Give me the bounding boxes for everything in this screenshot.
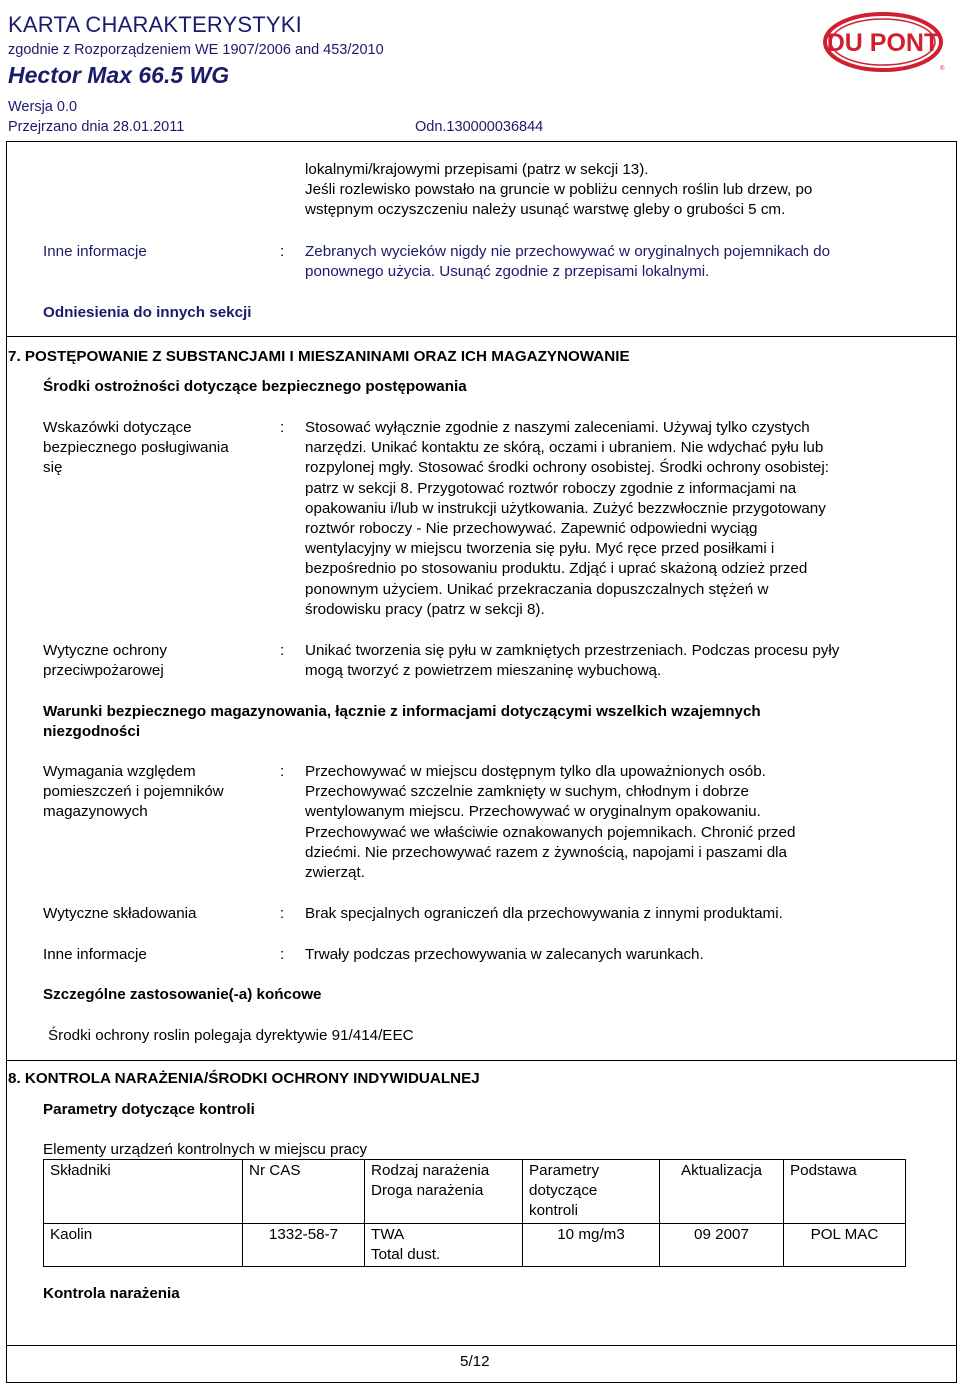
- cell-exposure: TWA Total dust.: [365, 1223, 523, 1266]
- colon: :: [280, 905, 285, 922]
- header-control-parameters: Parametry dotyczące kontroli: [523, 1160, 660, 1224]
- s7-subheading-end-use: Szczególne zastosowanie(-a) końcowe: [43, 986, 322, 1003]
- storage-guidelines-label: Wytyczne składowania: [43, 905, 197, 922]
- colon: :: [280, 946, 285, 963]
- product-name: Hector Max 66.5 WG: [8, 62, 230, 88]
- storage-guidelines-text: Brak specjalnych ograniczeń dla przechowywania z innymi produktami.: [305, 905, 783, 922]
- s6-continuation: lokalnymi/krajowymi przepisami (patrz w sekcji 13). Jeśli rozlewisko powstało na gruncie w pobliżu cennych roślin lub drzew, po wstępnym oczyszczeniu należy usunąć warstwę gleby o grubości 5 cm.: [305, 161, 813, 219]
- header-exposure-type: Rodzaj narażenia Droga narażenia: [365, 1160, 523, 1224]
- colon: :: [280, 642, 285, 659]
- cell-component: Kaolin: [44, 1223, 243, 1266]
- logo-text: DU PONT: [826, 29, 940, 57]
- cell-update: 09 2007: [660, 1223, 784, 1266]
- table-row: [44, 1223, 906, 1266]
- table-caption: Elementy urządzeń kontrolnych w miejscu pracy: [43, 1141, 368, 1158]
- version-line: Wersja 0.0: [8, 99, 78, 115]
- storage-requirements-label: Wymagania względem pomieszczeń i pojemników magazynowych: [43, 763, 224, 821]
- header-update: Aktualizacja: [660, 1160, 784, 1224]
- s6-other-label: Inne informacje: [43, 243, 147, 260]
- exposure-limits-table: [43, 1159, 906, 1267]
- header-cas: Nr CAS: [243, 1160, 365, 1224]
- page-number: 5/12: [460, 1353, 490, 1370]
- s6-other-text: Zebranych wycieków nigdy nie przechowywać w oryginalnych pojemnikach do ponownego użycia. Usunąć zgodnie z przepisami lokalnymi.: [305, 243, 831, 281]
- section8-heading: 8. KONTROLA NARAŻENIA/ŚRODKI OCHRONY INDYWIDUALNEJ: [8, 1070, 480, 1087]
- reference-number: Odn.130000036844: [415, 119, 544, 135]
- header-components: Składniki: [44, 1160, 243, 1224]
- s7-other-label: Inne informacje: [43, 946, 147, 963]
- handling-label: Wskazówki dotyczące bezpiecznego posługiwania się: [43, 419, 229, 477]
- header-basis: Podstawa: [784, 1160, 906, 1224]
- cell-value: 10 mg/m3: [523, 1223, 660, 1266]
- dupont-logo: [822, 10, 946, 74]
- fire-protection-text: Unikać tworzenia się pyłu w zamkniętych przestrzeniach. Podczas procesu pyły mogą tworzyć z powietrzem mieszaninę wybuchową.: [305, 642, 840, 680]
- footer-divider: [6, 1345, 957, 1346]
- svg-text:®: ®: [940, 66, 945, 72]
- document-title: KARTA CHARAKTERYSTYKI: [8, 12, 302, 37]
- s6-references-heading: Odniesienia do innych sekcji: [43, 304, 252, 321]
- regulation-line: zgodnie z Rozporządzeniem WE 1907/2006 and 453/2010: [8, 42, 384, 58]
- s8-subheading-exposure-control: Kontrola narażenia: [43, 1285, 180, 1302]
- revised-date: Przejrzano dnia 28.01.2011: [8, 119, 185, 135]
- s7-subheading-storage: Warunki bezpiecznego magazynowania, łącznie z informacjami dotyczącymi wszelkich wzajemnych niezgodności: [43, 703, 761, 741]
- section-divider: [6, 336, 957, 337]
- end-use-text: Środki ochrony roslin polegaja dyrektywie 91/414/EEC: [48, 1027, 414, 1044]
- cell-basis: POL MAC: [784, 1223, 906, 1266]
- s8-subheading-parameters: Parametry dotyczące kontroli: [43, 1101, 255, 1118]
- table-header-row: [44, 1160, 906, 1224]
- s7-other-text: Trwały podczas przechowywania w zalecanych warunkach.: [305, 946, 704, 963]
- s7-subheading-handling: Środki ostrożności dotyczące bezpiecznego postępowania: [43, 378, 467, 395]
- colon: :: [280, 243, 285, 260]
- storage-requirements-text: Przechowywać w miejscu dostępnym tylko dla upoważnionych osób. Przechowywać szczelnie zamknięty w suchym, chłodnym i dobrze wentylowanym miejscu. Przechowywać w oryginalnym opakowaniu. Przechowywać we właściwie oznakowanych pojemnikach. Chronić przed dziećmi. Nie przechowywać razem z żywnością, napojami i paszami dla zwierząt.: [305, 763, 796, 882]
- colon: :: [280, 419, 285, 436]
- fire-protection-label: Wytyczne ochrony przeciwpożarowej: [43, 642, 167, 680]
- handling-text: Stosować wyłącznie zgodnie z naszymi zaleceniami. Używaj tylko czystych narzędzi. Unikać kontaktu ze skórą, oczami i ubraniem. Nie wdychać pyłu lub rozpylonej mgły. Stosować środki ochrony osobistej. Środki ochrony osobistej: patrz w sekcji 8. Przygotować roztwór roboczy zgodnie z informacjami na opakowaniu i/lub w instrukcji użytkowania. Zużyć bezzwłocznie przygotowany roztwór roboczy - Nie przechowywać. Zapewnić odpowiedni wyciąg wentylacyjny w miejscu tworzenia się pyłu. Myć ręce przed posiłkami i bezpośrednio po stosowaniu produktu. Zdjąć i uprać skażoną odzież przed ponownym użyciem. Unikać przekraczania dopuszczalnych stężeń w środowisku pracy (patrz w sekcji 8).: [305, 419, 829, 618]
- colon: :: [280, 763, 285, 780]
- section-divider: [6, 1060, 957, 1061]
- cell-cas: 1332-58-7: [243, 1223, 365, 1266]
- section7-heading: 7. POSTĘPOWANIE Z SUBSTANCJAMI I MIESZANINAMI ORAZ ICH MAGAZYNOWANIE: [8, 348, 630, 365]
